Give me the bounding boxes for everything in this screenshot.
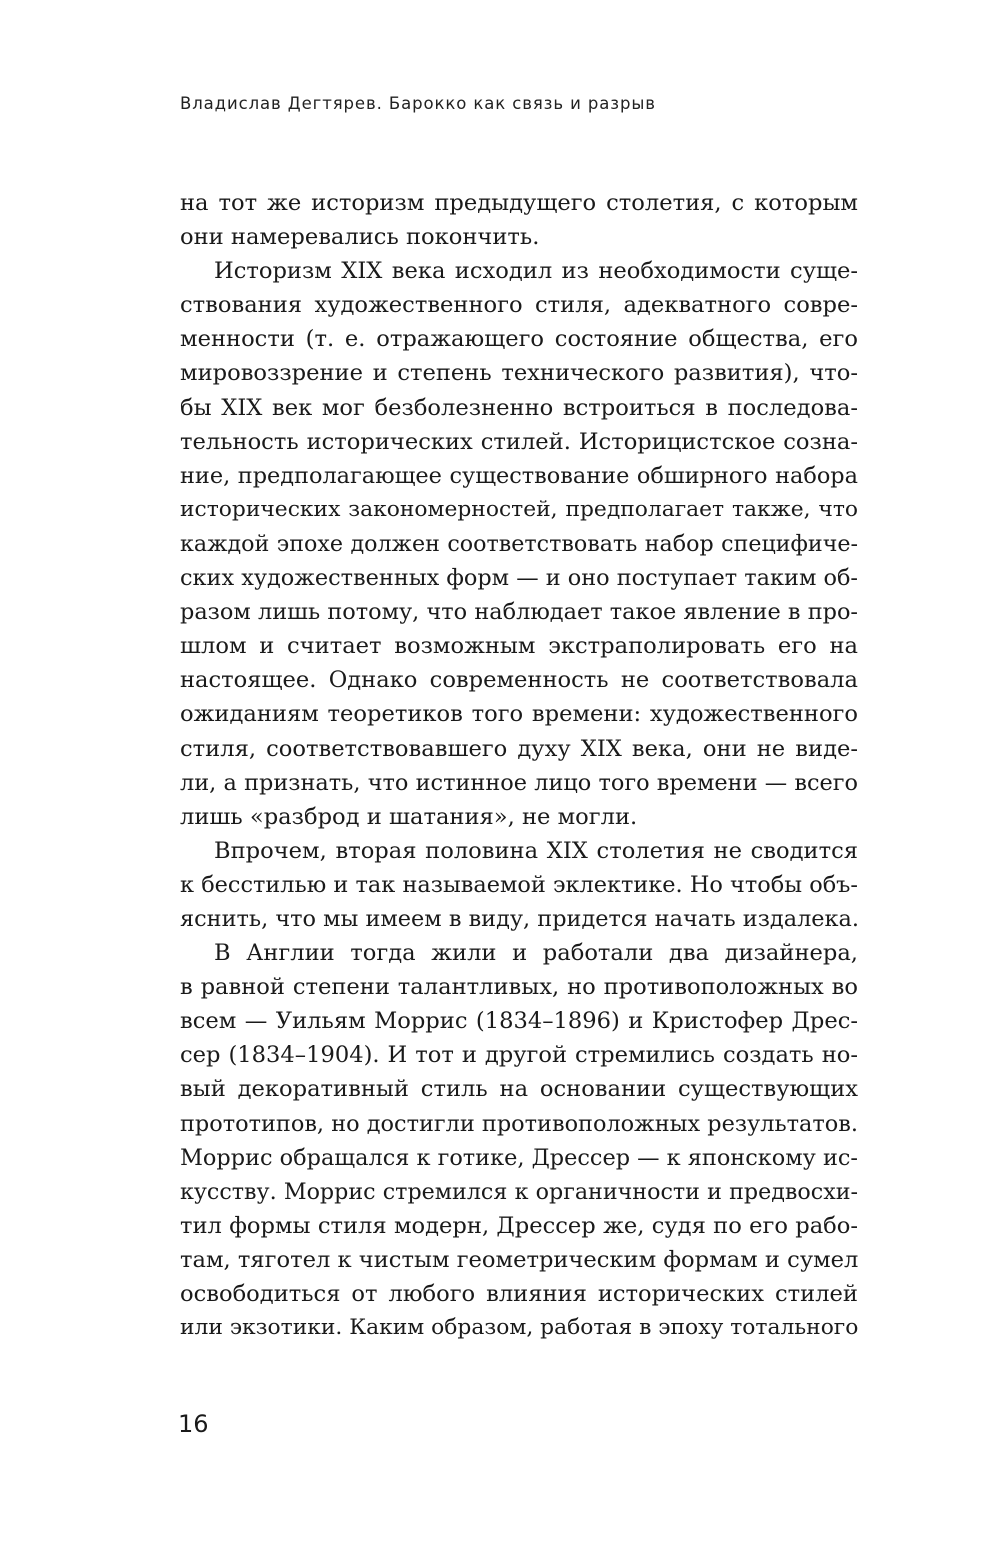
text-line: разом лишь потому, что наблюдает такое явление в про- [180,599,858,626]
text-line: на тот же историзм предыдущего столетия, с которым [180,190,858,216]
text-line: менности (т. е. отражающего состояние общества, его [180,326,858,353]
text-line: тельность исторических стилей. Историцистское созна- [180,428,858,455]
text-line: каждой эпохе должен соответствовать набор специфиче- [180,530,858,557]
text-line: В Англии тогда жили и работали два дизайнера, [214,940,858,967]
text-line: настоящее. Однако современность не соответствовала [180,667,858,694]
body-text [180,186,858,1345]
text-line: кусству. Моррис стремился к органичности и предвосхи- [180,1178,858,1205]
text-line: ожиданиям теоретиков того времени: художественного [180,701,858,728]
text-line: ние, предполагающее существование обширного набора [180,462,858,489]
text-line: ствования художественного стиля, адекватного совре- [180,292,858,319]
text-line: прототипов, но достигли противоположных результатов. [180,1110,858,1137]
text-line: всем — Уильям Моррис (1834–1896) и Кристофер Дрес- [180,1008,858,1035]
text-line: лишь «разброд и шатания», не могли. [180,803,638,830]
text-line: бы XIX век мог безболезненно встроиться в последова- [180,394,858,421]
text-line: стиля, соответствовавшего духу XIX века, они не виде- [180,735,858,762]
text-line: там, тяготел к чистым геометрическим формам и сумел [180,1246,859,1273]
text-line: к бесстилью и так называемой эклектике. Но чтобы объ- [180,871,858,898]
text-line: шлом и считает возможным экстраполировать его на [180,633,858,660]
text-line: ских художественных форм — и оно поступает таким об- [180,565,858,592]
text-line: или экзотики. Каким образом, работая в эпоху тотального [180,1315,859,1341]
text-line: Моррис обращался к готике, Дрессер — к японскому ис- [180,1144,858,1171]
text-line: они намеревались покончить. [180,224,540,251]
text-line: яснить, что мы имеем в виду, придется начать издалека. [180,905,860,932]
text-line: ли, а признать, что истинное лицо того времени — всего [180,769,858,796]
text-line: мировоззрение и степень технического развития), что- [180,360,858,387]
text-line: Впрочем, вторая половина XIX столетия не сводится [214,837,858,864]
text-line: Историзм XIX века исходил из необходимости суще- [214,258,858,285]
text-line: освободиться от любого влияния исторических стилей [180,1281,858,1307]
text-line: тил формы стиля модерн, Дрессер же, судя по его рабо- [180,1212,858,1239]
running-header: Владислав Дегтярев. Барокко как связь и разрыв [180,94,656,113]
text-line: в равной степени талантливых, но противоположных во [180,974,858,1001]
text-line: вый декоративный стиль на основании существующих [180,1076,858,1103]
text-line: исторических закономерностей, предполагает также, что [180,496,858,522]
page-number: 16 [178,1410,209,1438]
text-line: сер (1834–1904). И тот и другой стремились создать но- [180,1042,858,1069]
